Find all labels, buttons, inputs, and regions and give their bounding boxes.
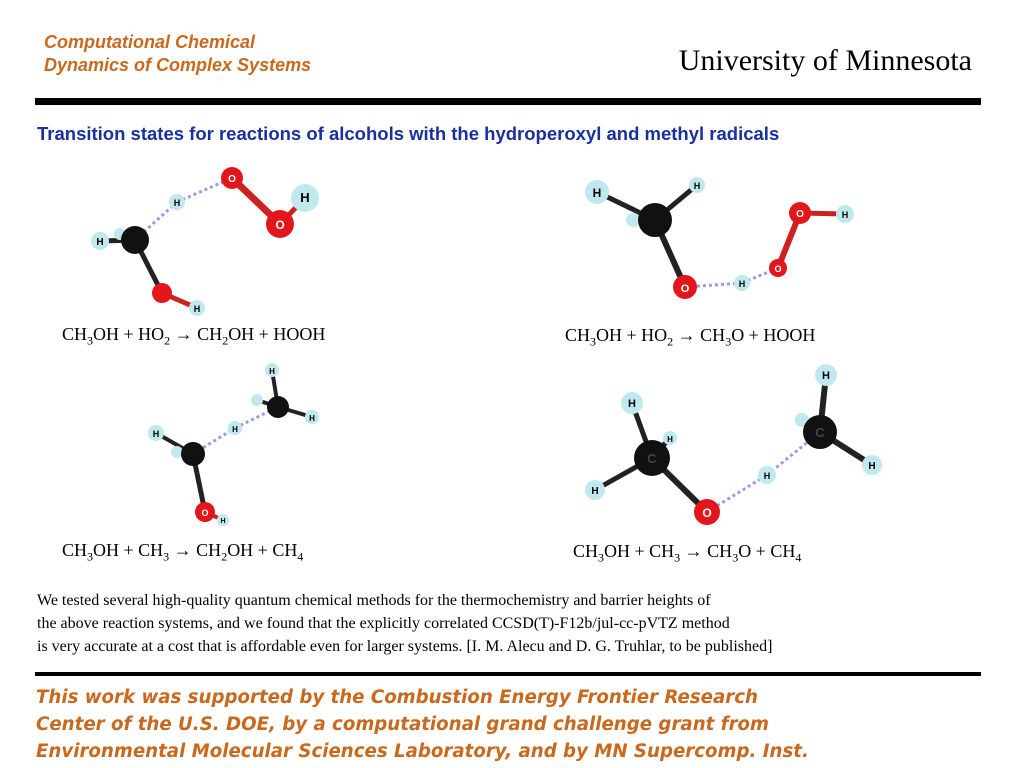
atom-label: O <box>680 283 690 295</box>
reaction-equation-4: $CH_3OH + CH_3 \to CH_3O + CH_4$ <box>573 541 802 565</box>
atom-label: H <box>300 190 310 205</box>
group-name-line1: Computational Chemical <box>44 32 256 52</box>
atom-label: H <box>868 461 876 472</box>
atom-label: H <box>693 181 701 191</box>
atom-label: H <box>232 425 238 434</box>
findings-line: We tested several high-quality quantum chemical methods for the thermochemistry and barrier heights of <box>37 592 711 609</box>
arrow-icon: → <box>174 324 193 344</box>
group-name-line2: Dynamics of Complex Systems <box>44 55 312 75</box>
atom-label: H <box>173 198 181 208</box>
atom-label: H <box>667 435 673 444</box>
header-divider <box>35 98 981 105</box>
atom-label: O <box>201 508 209 518</box>
atom-label: H <box>96 237 104 248</box>
arrow-icon: → <box>684 541 703 561</box>
atom-label: O <box>275 218 285 232</box>
atom-label: O <box>702 506 712 520</box>
atom-label: O <box>228 174 236 185</box>
acknowledgement-line: Center of the U.S. DOE, by a computational grand challenge grant from <box>36 714 769 735</box>
findings-line: the above reaction systems, and we found that the explicitly correlated CCSD(T)-F12b/jul-cc-pVTZ method <box>37 615 730 632</box>
atom-label: H <box>269 367 275 376</box>
atom-label: H <box>841 210 849 220</box>
atom-label: C <box>647 451 657 466</box>
molecule-ts-2 <box>575 170 865 310</box>
funding-acknowledgement <box>36 684 809 765</box>
reaction-equation-1: $CH_3OH + HO_2 \to CH_2OH$ + HOOH <box>62 324 326 348</box>
atom-label: O <box>796 209 804 220</box>
atom-label: H <box>193 304 201 314</box>
molecule-ts-3 <box>140 360 330 530</box>
university-name: University of Minnesota <box>678 44 972 77</box>
molecule-ts-1 <box>80 158 340 323</box>
group-name <box>44 31 311 77</box>
findings-paragraph <box>37 589 772 658</box>
molecule-ts-4 <box>570 360 890 530</box>
arrow-icon: → <box>677 325 696 345</box>
atom-label: H <box>309 414 315 423</box>
atom-label: O <box>774 264 782 274</box>
atom-label: H <box>822 370 830 382</box>
acknowledgement-line: This work was supported by the Combustion Energy Frontier Research <box>36 687 758 708</box>
reaction-equation-2: $CH_3OH + HO_2 \to CH_3O$ + HOOH <box>565 325 816 349</box>
atom-label: H <box>592 186 602 200</box>
atom-label: C <box>815 425 825 440</box>
findings-line: is very accurate at a cost that is affordable even for larger systems. [I. M. Alecu and D. G. Truhlar, to be published] <box>37 638 773 655</box>
reaction-equation-3: $CH_3OH + CH_3 \to CH_2OH + CH_4$ <box>62 540 304 564</box>
atom-label: H <box>738 279 746 289</box>
footer-divider <box>35 672 981 676</box>
atom-label: H <box>591 486 599 497</box>
atom-label: H <box>628 398 636 410</box>
atom-label: H <box>763 471 771 481</box>
arrow-icon: → <box>173 540 192 560</box>
atom-label: H <box>152 429 160 439</box>
slide-subtitle: Transition states for reactions of alcohols with the hydroperoxyl and methyl radicals <box>37 123 780 144</box>
acknowledgement-line: Environmental Molecular Sciences Laboratory, and by MN Supercomp. Inst. <box>36 741 809 762</box>
atom-label: H <box>220 518 226 525</box>
